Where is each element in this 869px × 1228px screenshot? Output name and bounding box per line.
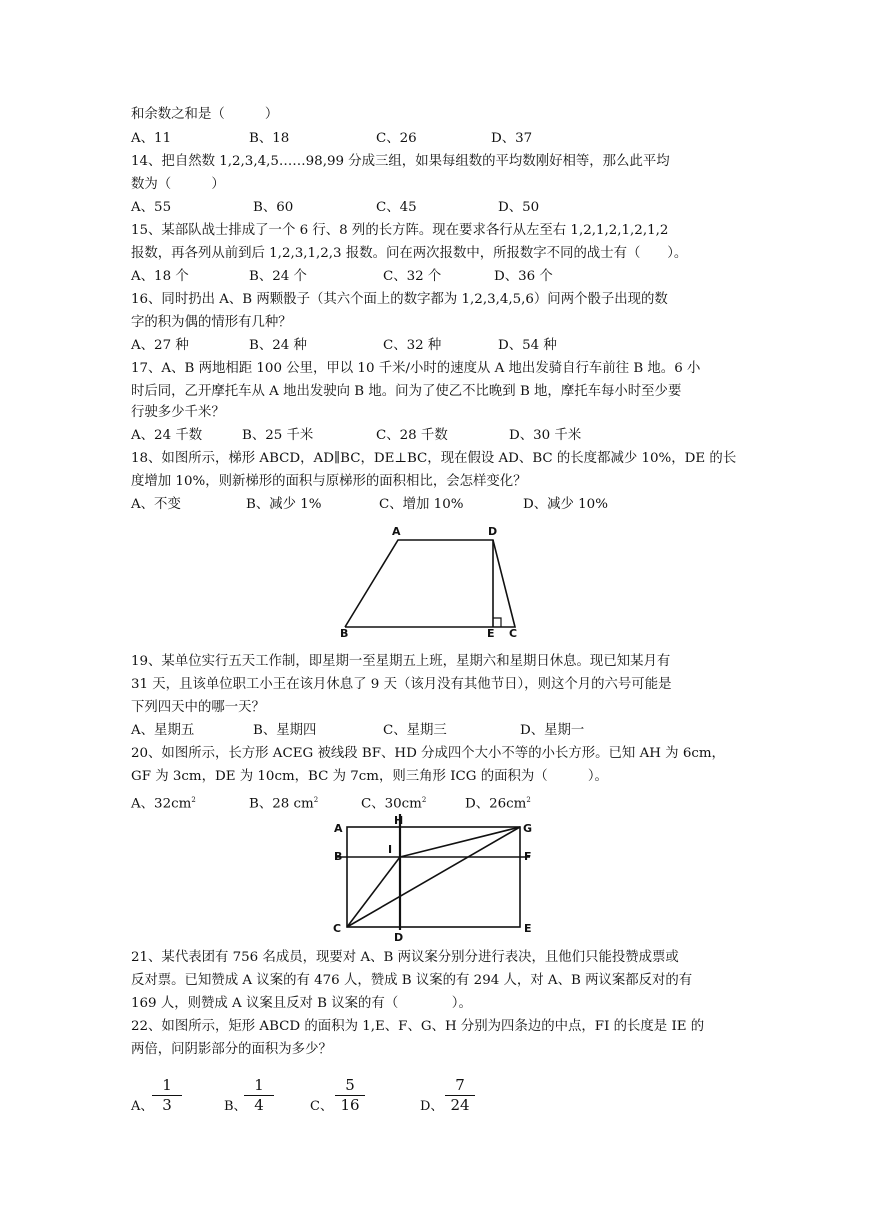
q22-option-c-prefix: C、 [310, 1099, 333, 1114]
q19-line-1: 19、某单位实行五天工作制，即星期一至星期五上班，星期六和星期日休息。现已知某月有 [131, 654, 671, 669]
q15-option-d: D、36 个 [494, 269, 553, 284]
q16-option-d: D、54 种 [498, 338, 557, 353]
q22-option-b-prefix: B、 [224, 1099, 247, 1114]
trapezoid-label-d: D [488, 525, 498, 538]
q15-option-a: A、18 个 [131, 269, 189, 284]
trapezoid-label-c: C [509, 627, 518, 640]
q14-option-d: D、50 [498, 200, 540, 215]
trapezoid-label-b: B [340, 627, 349, 640]
rect-label-a: A [334, 822, 343, 835]
q15-option-b: B、24 个 [249, 269, 307, 284]
q22-option-d-prefix: D、 [420, 1099, 444, 1114]
trapezoid-label-e: E [487, 627, 495, 640]
q19-option-b: B、星期四 [253, 723, 317, 738]
rect-label-h: H [394, 814, 404, 827]
q20-option-b: B、28 $cm^2$ [249, 796, 319, 812]
fraction-numerator: 7 [445, 1077, 475, 1096]
q13-option-c: C、26 [376, 131, 417, 146]
q18-option-a: A、不变 [131, 497, 181, 512]
q22-option-a-fraction [152, 1077, 182, 1114]
fraction-denominator: 16 [340, 1096, 360, 1114]
q22-option-c-fraction [335, 1077, 365, 1114]
q21-line-3: 169 人，则赞成 A 议案且反对 B 议案的有（ ）。 [131, 996, 472, 1011]
q22-line-1: 22、如图所示，矩形 ABCD 的面积为 1,E、F、G、H 分别为四条边的中点，FI 的长度是 IE 的 [131, 1019, 705, 1034]
q15-line-2: 报数，再各列从前到后 1,2,3,1,2,3 报数。问在两次报数中，所报数字不同的战士有（ ）。 [131, 246, 688, 261]
q13-option-a: A、11 [131, 131, 172, 146]
q19-line-2: 31 天，且该单位职工小王在该月休息了 9 天（该月没有其他节日），则这个月的六号可能是 [131, 677, 672, 692]
q14-option-a: A、55 [131, 200, 172, 215]
q16-option-a: A、27 种 [131, 338, 189, 353]
q17-option-d: D、30 千米 [509, 428, 582, 443]
q20-option-a: A、$32cm^2$ [131, 796, 196, 812]
q22-option-a-prefix: A、 [131, 1099, 154, 1114]
q17-line-2: 时后同，乙开摩托车从 A 地出发驶向 B 地。问为了使乙不比晚到 B 地，摩托车每小时至少要 [131, 384, 682, 399]
q13-option-d: D、37 [491, 131, 533, 146]
q14-line-2: 数为（ ） [131, 177, 225, 192]
q16-option-c: C、32 种 [383, 338, 442, 353]
q14-option-b: B、60 [253, 200, 294, 215]
fraction-denominator: 24 [450, 1096, 470, 1114]
q15-line-1: 15、某部队战士排成了一个 6 行、8 列的长方阵。现在要求各行从左至右 1,2,1,2,1,2,1,2 [131, 223, 669, 238]
q16-line-2: 字的积为偶的情形有几种？ [131, 315, 292, 330]
fraction-numerator: 5 [335, 1077, 365, 1096]
trapezoid-label-a: A [392, 525, 401, 538]
fraction-denominator: 4 [254, 1096, 264, 1114]
q17-option-b: B、25 千米 [242, 428, 314, 443]
q20-option-d: D、$26cm^2$ [465, 796, 531, 812]
q13-text: 和余数之和是（ ） [131, 107, 279, 122]
rect-label-d: D [394, 931, 404, 944]
q22-option-d-fraction [445, 1077, 475, 1114]
q13-option-b: B、18 [249, 131, 290, 146]
q16-line-1: 16、同时扔出 A、B 两颗骰子（其六个面上的数字都为 1,2,3,4,5,6）问两个骰子出现的数 [131, 292, 668, 307]
q18-option-b: B、减少 1% [246, 497, 322, 512]
q21-line-2: 反对票。已知赞成 A 议案的有 476 人，赞成 B 议案的有 294 人，对 A、B 两议案都反对的有 [131, 973, 693, 988]
fraction-numerator: 1 [152, 1077, 182, 1096]
rect-label-e: E [524, 922, 532, 935]
fraction-denominator: 3 [162, 1096, 172, 1114]
q21-line-1: 21、某代表团有 756 名成员，现要对 A、B 两议案分别分进行表决，且他们只能投赞成票或 [131, 950, 679, 965]
q17-line-3: 行驶多少千米？ [131, 405, 225, 420]
q22-line-2: 两倍，问阴影部分的面积为多少？ [131, 1042, 332, 1057]
q17-line-1: 17、A、B 两地相距 100 公里，甲以 10 千米/小时的速度从 A 地出发骑自行车前往 B 地。6 小 [131, 361, 701, 376]
q19-option-a: A、星期五 [131, 723, 195, 738]
rect-label-g: G [523, 822, 533, 835]
rect-label-c: C [333, 922, 342, 935]
q19-option-c: C、星期三 [383, 723, 447, 738]
rectangle-figure [330, 812, 545, 944]
rect-label-b: B [334, 850, 343, 863]
q20-line-2: GF 为 3cm，DE 为 10cm，BC 为 7cm，则三角形 ICG 的面积为（ ）。 [131, 769, 608, 784]
q22-option-b-fraction [244, 1077, 274, 1114]
q19-option-d: D、星期一 [520, 723, 585, 738]
q17-option-c: C、28 千数 [376, 428, 448, 443]
q14-option-c: C、45 [376, 200, 417, 215]
q20-line-1: 20、如图所示，长方形 ACEG 被线段 BF、HD 分成四个大小不等的小长方形。已知 AH 为 6cm， [131, 746, 725, 761]
q16-option-b: B、24 种 [249, 338, 307, 353]
q17-option-a: A、24 千数 [131, 428, 203, 443]
fraction-numerator: 1 [244, 1077, 274, 1096]
q19-line-3: 下列四天中的哪一天？ [131, 700, 265, 715]
q18-option-c: C、增加 10% [379, 497, 464, 512]
rect-label-f: F [524, 850, 532, 863]
q18-line-2: 度增加 10%，则新梯形的面积与原梯形的面积相比，会怎样变化？ [131, 474, 527, 489]
q15-option-c: C、32 个 [383, 269, 442, 284]
q14-line-1: 14、把自然数 1,2,3,4,5……98,99 分成三组，如果每组数的平均数刚好相等，那么此平均 [131, 154, 670, 169]
q20-option-c: C、$30cm^2$ [361, 796, 427, 812]
q18-line-1: 18、如图所示，梯形 ABCD，AD∥BC，DE⊥BC，现在假设 AD、BC 的长度都减少 10%，DE 的长 [131, 451, 737, 466]
rect-label-i: I [388, 843, 393, 856]
q18-option-d: D、减少 10% [523, 497, 608, 512]
